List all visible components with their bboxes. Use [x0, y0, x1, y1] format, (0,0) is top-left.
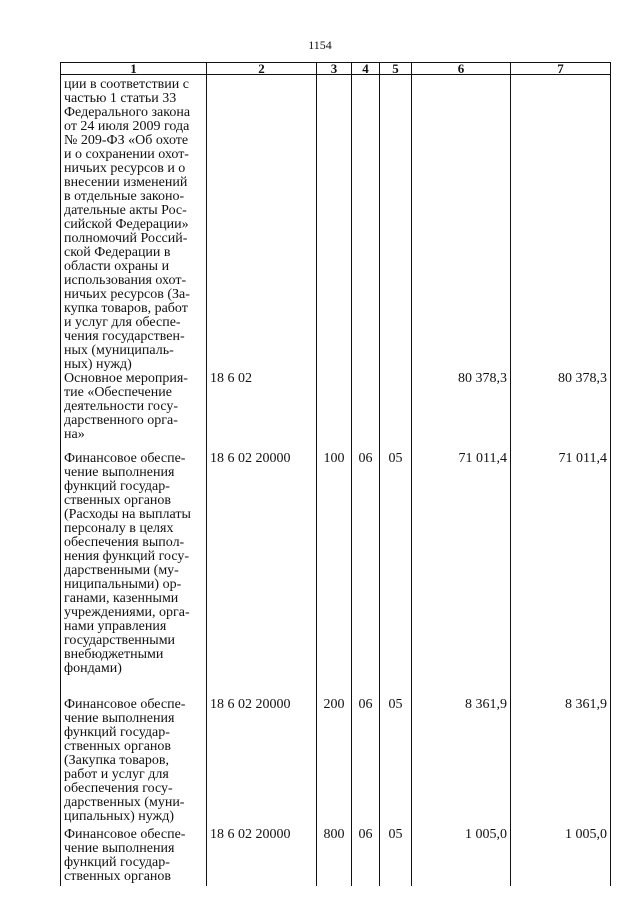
- header-col-3: 3: [317, 63, 352, 75]
- row-sum-7: 8 361,9: [511, 698, 611, 828]
- row-sum-7: 71 011,4: [511, 452, 611, 698]
- row-pr: 05: [380, 828, 412, 886]
- header-col-4: 4: [352, 63, 380, 75]
- row-rz: 06: [352, 828, 380, 886]
- budget-table: [60, 62, 611, 886]
- page-number: 1154: [308, 38, 332, 52]
- row-pr: [380, 372, 412, 452]
- row-code: 18 6 02: [207, 372, 317, 452]
- row-code: 18 6 02 20000: [207, 828, 317, 886]
- row-description: ции в соответствии с частью 1 статьи 33 Федерального закона от 24 июля 2009 года № 209-ФЗ «Об охоте и о сохранении охот- ничьих ресурсов и о внесении изменений в отдельные законо- дательные акты Рос- сийской Федерации» полномочий Россий- ской Федерации в области охраны и использования охот- ничьих ресурсов (За- купка товаров, работ и услуг для обеспе- чения государствен- ных (муниципаль- ных) нужд): [61, 75, 207, 373]
- row-sum-6: 1 005,0: [412, 828, 511, 886]
- row-pr: 05: [380, 698, 412, 828]
- row-sum-6: 8 361,9: [412, 698, 511, 828]
- row-description: Основное мероприя- тие «Обеспечение деятельности госу- дарственного орга- на»: [61, 372, 207, 452]
- row-description: Финансовое обеспе- чение выполнения функций государ- ственных органов: [61, 828, 207, 886]
- row-pr: 05: [380, 452, 412, 698]
- table-row: [61, 372, 611, 452]
- row-rz: [352, 372, 380, 452]
- row-description: Финансовое обеспе- чение выполнения функций государ- ственных органов (Расходы на выплаты персоналу в целях обеспечения выпол- нения функций госу- дарственными (му- ниципальными) ор- ганами, казенными учреждениями, орга- нами управления государственными внебюджетными фондами): [61, 452, 207, 698]
- row-pr: [380, 75, 412, 373]
- row-vr: 100: [317, 452, 352, 698]
- row-sum-7: [511, 75, 611, 373]
- row-vr: 200: [317, 698, 352, 828]
- row-sum-7: 80 378,3: [511, 372, 611, 452]
- row-sum-7: 1 005,0: [511, 828, 611, 886]
- header-col-5: 5: [380, 63, 412, 75]
- row-sum-6: 80 378,3: [412, 372, 511, 452]
- row-rz: [352, 75, 380, 373]
- header-row: [61, 63, 611, 75]
- table-row: [61, 828, 611, 886]
- row-sum-6: 71 011,4: [412, 452, 511, 698]
- header-col-6: 6: [412, 63, 511, 75]
- row-description: Финансовое обеспе- чение выполнения функций государ- ственных органов (Закупка товаров, работ и услуг для обеспечения госу- дарственных (муни- ципальных) нужд): [61, 698, 207, 828]
- header-col-2: 2: [207, 63, 317, 75]
- row-vr: [317, 75, 352, 373]
- row-vr: [317, 372, 352, 452]
- row-rz: 06: [352, 698, 380, 828]
- header-col-1: 1: [61, 63, 207, 75]
- row-rz: 06: [352, 452, 380, 698]
- row-sum-6: [412, 75, 511, 373]
- row-code: 18 6 02 20000: [207, 452, 317, 698]
- table-row: [61, 452, 611, 698]
- table-row: [61, 698, 611, 828]
- row-vr: 800: [317, 828, 352, 886]
- row-code: [207, 75, 317, 373]
- row-code: 18 6 02 20000: [207, 698, 317, 828]
- header-col-7: 7: [511, 63, 611, 75]
- table-row: [61, 75, 611, 373]
